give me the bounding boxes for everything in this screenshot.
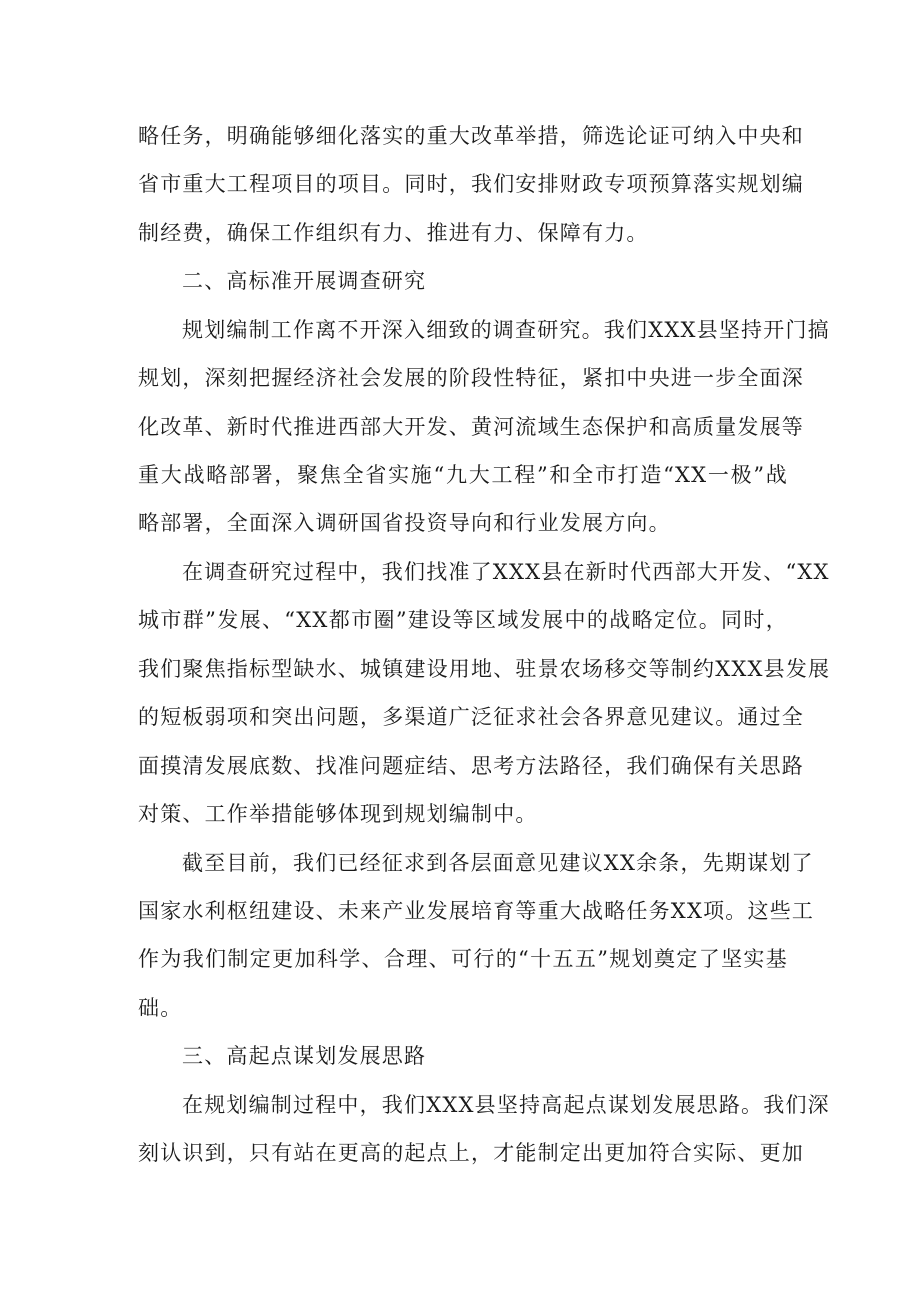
text-line: 在调查研究过程中，我们找准了XXX县在新时代西部大开发、“XX <box>182 560 830 584</box>
text-line: 重大战略部署，聚焦全省实施“九大工程”和全市打造“XX一极”战 <box>138 463 788 487</box>
text-line: 截至目前，我们已经征求到各层面意见建议XX余条，先期谋划了 <box>182 851 814 875</box>
text-line: 刻认识到，只有站在更高的起点上，才能制定出更加符合实际、更加 <box>138 1141 804 1165</box>
text-line: 化改革、新时代推进西部大开发、黄河流域生态保护和高质量发展等 <box>138 415 804 439</box>
text-line: 省市重大工程项目的项目。同时，我们安排财政专项预算落实规划编 <box>138 172 804 196</box>
text-line: 作为我们制定更加科学、合理、可行的“十五五”规划奠定了坚实基 <box>138 947 788 971</box>
text-line: 础。 <box>138 996 183 1020</box>
text-line: 规划编制工作离不开深入细致的调查研究。我们XXX县坚持开门搞 <box>182 318 830 342</box>
text-line: 制经费，确保工作组织有力、推进有力、保障有力。 <box>138 221 649 245</box>
text-line: 我们聚焦指标型缺水、城镇建设用地、驻景农场移交等制约XXX县发展 <box>138 657 831 681</box>
text-line: 城市群”发展、“XX都市圈”建设等区域发展中的战略定位。同时， <box>138 608 788 632</box>
text-line: 对策、工作举措能够体现到规划编制中。 <box>138 802 538 826</box>
text-line: 的短板弱项和突出问题，多渠道广泛征求社会各界意见建议。通过全 <box>138 705 804 729</box>
text-line: 略任务，明确能够细化落实的重大改革举措，筛选论证可纳入中央和 <box>138 124 804 148</box>
text-line: 在规划编制过程中，我们XXX县坚持高起点谋划发展思路。我们深 <box>182 1093 830 1117</box>
text-line: 规划，深刻把握经济社会发展的阶段性特征，紧扣中央进一步全面深 <box>138 366 804 390</box>
text-line: 面摸清发展底数、找准问题症结、思考方法路径，我们确保有关思路 <box>138 754 804 778</box>
section-heading-2: 二、高标准开展调查研究 <box>182 269 427 293</box>
text-line: 国家水利枢纽建设、未来产业发展培育等重大战略任务XX项。这些工 <box>138 899 815 923</box>
text-line: 略部署，全面深入调研国省投资导向和行业发展方向。 <box>138 511 671 535</box>
section-heading-3: 三、高起点谋划发展思路 <box>182 1044 427 1068</box>
